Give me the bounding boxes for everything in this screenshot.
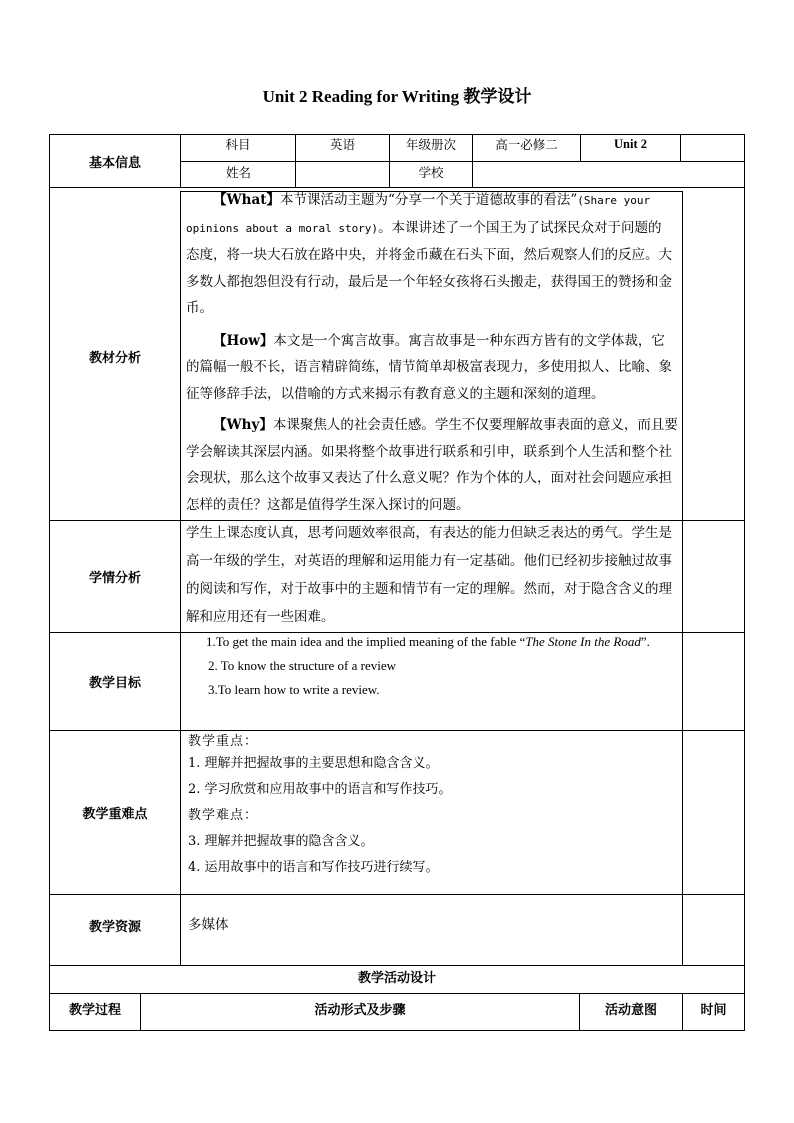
activity-design-heading: 教学活动设计 <box>357 971 436 986</box>
what-text-4: 。本课讲述了一个国王为了试探民众对于问题的 <box>378 219 662 236</box>
time-column-header: 时间 <box>700 1002 727 1018</box>
focus-heading: 教学重点： <box>188 734 259 749</box>
resources-value: 多媒体 <box>188 917 229 933</box>
learner-analysis-content <box>186 519 678 631</box>
difficulty-1: 3. 理解并把握故事的隐含含义。 <box>188 834 374 849</box>
why-text: 本课聚焦人的社会责任感。学生不仅要理解故事表面的意义，而且要学会解读其深层内涵。如果将整个故事进行联系和引申，联系到个人生活和整个社会现状，那么这个故事又表达了什么意义呢？作为个体的人，面对社会问题应承担怎样的责任？这都是值得学生深入探讨的问题。 <box>186 417 678 513</box>
what-text-5: 态度，将一块大石放在路中央，并将金币藏在石头下面，然后观察人们的反应。大多数人都抱怨但没有行动，最后是一个年轻女孩将石头搬走，获得国王的赞扬和金币。 <box>186 247 672 316</box>
focus-2: 2. 学习欣赏和应用故事中的语言和写作技巧。 <box>188 782 452 797</box>
process-column-header: 教学过程 <box>68 1002 121 1018</box>
difficulty-heading: 教学难点： <box>188 808 259 823</box>
keypoints-content <box>188 733 678 881</box>
resources-label: 教学资源 <box>88 919 141 935</box>
what-tag: 【What】 <box>213 192 280 208</box>
how-tag: 【How】 <box>213 332 274 349</box>
unit-value: Unit 2 <box>614 136 647 151</box>
what-text-2: (Share your <box>577 194 651 207</box>
difficulty-2: 4. 运用故事中的语言和写作技巧进行续写。 <box>188 860 439 875</box>
fable-title: The Stone In the Road <box>525 634 641 649</box>
material-analysis-label: 教材分析 <box>88 350 141 366</box>
grade-value: 高一必修二 <box>495 137 558 152</box>
objective-1-text: 1.To get the main idea and the implied meaning of the fable “ <box>206 634 526 649</box>
material-analysis-content <box>186 187 678 518</box>
page-title: Unit 2 Reading for Writing 教学设计 <box>262 87 532 106</box>
what-paragraph <box>186 187 678 322</box>
objectives-label: 教学目标 <box>88 676 141 691</box>
objective-2: 2. To know the structure of a review <box>208 658 397 673</box>
learner-text: 学生上课态度认真，思考问题效率很高，有表达的能力但缺乏表达的勇气。学生是高一年级的学生，对英语的理解和运用能力有一定基础。他们已经初步接触过故事的阅读和写作，对于故事中的主题和情节有一定的理解。然而，对于隐含含义的理解和应用还有一些困难。 <box>186 525 672 625</box>
why-paragraph <box>186 412 678 518</box>
name-label: 姓名 <box>226 165 252 180</box>
intent-column-header: 活动意图 <box>604 1002 657 1018</box>
subject-label: 科目 <box>225 137 251 152</box>
focus-1: 1. 理解并把握故事的主要思想和隐含含义。 <box>188 756 439 771</box>
objective-1 <box>186 630 678 654</box>
how-text: 本文是一个寓言故事。寓言故事是一种东西方皆有的文学体裁，它的篇幅一般不长，语言精辟简练，情节简单却极富表现力，多使用拟人、比喻、象征等修辞手法，以借喻的方式来揭示有教育意义的主题和深刻的道理。 <box>186 332 672 402</box>
why-tag: 【Why】 <box>213 417 273 433</box>
what-text-1: 本节课活动主题为“分享一个关于道德故事的看法” <box>279 192 578 208</box>
how-paragraph <box>186 328 678 408</box>
what-text-3: opinions about a moral story) <box>186 221 379 235</box>
steps-column-header: 活动形式及步骤 <box>314 1002 406 1018</box>
learner-analysis-label: 学情分析 <box>88 571 141 586</box>
school-label: 学校 <box>418 165 444 180</box>
objectives-content <box>186 630 678 702</box>
objective-3: 3.To learn how to write a review. <box>208 682 380 697</box>
subject-value: 英语 <box>329 137 355 152</box>
keypoints-label: 教学重难点 <box>82 807 148 822</box>
objective-1-end: ”. <box>640 634 650 649</box>
basic-info-label: 基本信息 <box>88 155 141 171</box>
grade-label: 年级册次 <box>405 137 456 152</box>
